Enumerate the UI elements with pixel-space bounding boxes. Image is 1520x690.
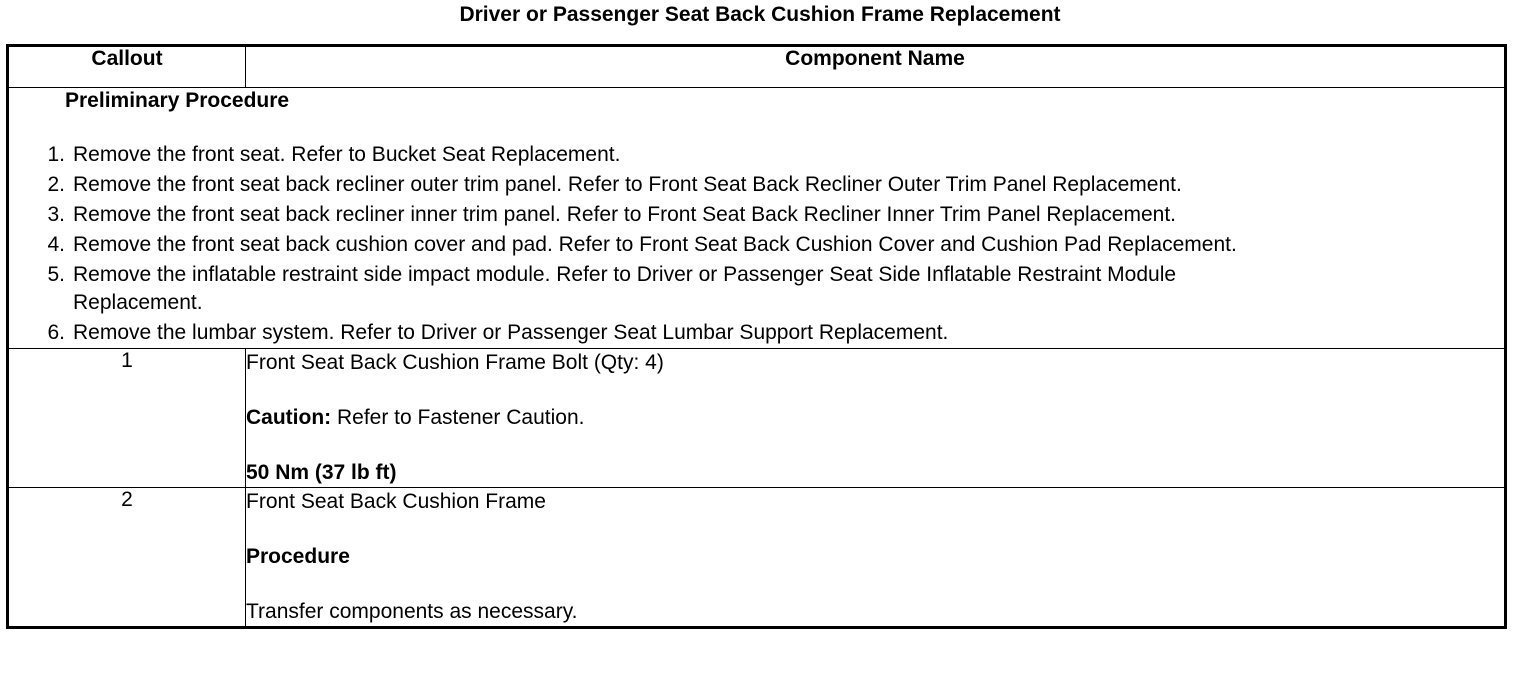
step-text: Remove the front seat back recliner inner trim panel. Refer to Front Seat Back Recliner Inner Trim Panel Replacement. (73, 203, 1176, 226)
procedure-text: Transfer components as necessary. (246, 600, 578, 623)
list-item (9, 260, 1504, 318)
table-row (8, 349, 1506, 488)
step-text: Remove the front seat back recliner outer trim panel. Refer to Front Seat Back Recliner Outer Trim Panel Replacement. (73, 173, 1182, 196)
torque-spec: 50 Nm (37 lb ft) (246, 461, 397, 484)
step-text: Remove the lumbar system. Refer to Driver or Passenger Seat Lumbar Support Replacement. (73, 321, 949, 344)
table-row (8, 488, 1506, 628)
list-item (9, 200, 1504, 230)
header-callout: Callout (8, 46, 246, 88)
header-component-name: Component Name (246, 46, 1506, 88)
component-name: Front Seat Back Cushion Frame (246, 490, 546, 513)
header-row (8, 46, 1506, 88)
caution-label: Caution: (246, 406, 332, 429)
step-number: 4. (47, 233, 65, 256)
component-cell (246, 488, 1506, 628)
preliminary-title: Preliminary Procedure (65, 89, 290, 112)
callout-number: 1 (8, 349, 246, 488)
step-number: 6. (47, 321, 65, 344)
list-item (9, 170, 1504, 200)
preliminary-steps (9, 140, 1504, 348)
step-number: 1. (47, 143, 65, 166)
procedure-label: Procedure (246, 545, 350, 568)
step-text: Remove the front seat. Refer to Bucket Seat Replacement. (73, 143, 621, 166)
step-text: Remove the front seat back cushion cover and pad. Refer to Front Seat Back Cushion Cover and Cushion Pad Replacement. (73, 233, 1237, 256)
list-item (9, 230, 1504, 260)
caution-text: Refer to Fastener Caution. (337, 406, 585, 429)
step-text (65, 260, 1504, 318)
step-text-line-1: Remove the inflatable restraint side impact module. Refer to Driver or Passenger Seat Side Inflatable Restraint Module (73, 263, 1177, 286)
step-number: 5. (47, 263, 65, 286)
step-number: 3. (47, 203, 65, 226)
list-item (9, 140, 1504, 170)
callout-number: 2 (8, 488, 246, 628)
preliminary-cell (8, 88, 1506, 349)
step-number: 2. (47, 173, 65, 196)
list-item (9, 318, 1504, 348)
step-text-line-2: Replacement. (73, 291, 203, 314)
component-table (6, 44, 1507, 629)
caution-note (246, 404, 1504, 432)
component-name: Front Seat Back Cushion Frame Bolt (Qty: 4) (246, 351, 664, 374)
component-cell (246, 349, 1506, 488)
preliminary-row (8, 88, 1506, 349)
page-title: Driver or Passenger Seat Back Cushion Frame Replacement (459, 3, 1061, 26)
